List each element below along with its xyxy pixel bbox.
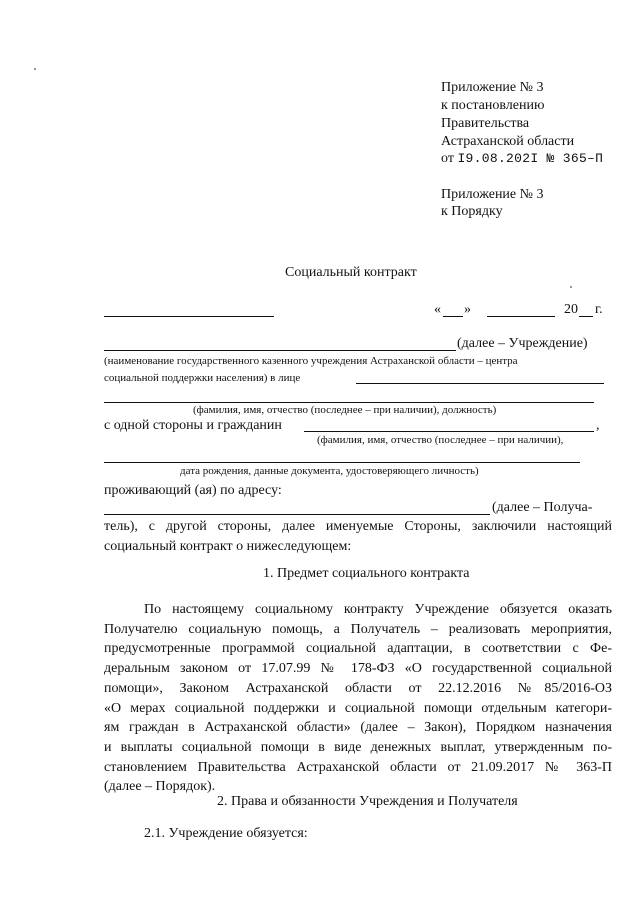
institution-hint-1: (наименование государственного казенного учреждения Астраханской области – центра bbox=[104, 355, 518, 367]
year-suffix: г. bbox=[595, 302, 603, 317]
appendix-1-line5 bbox=[441, 150, 603, 167]
appendix-2-line2: к Порядку bbox=[441, 204, 503, 219]
scan-speck bbox=[34, 68, 36, 70]
address-blank bbox=[104, 514, 490, 515]
section-2-heading: 2. Права и обязанности Учреждения и Получателя bbox=[217, 794, 518, 809]
section-2-1-subheading: 2.1. Учреждение обязуется: bbox=[144, 826, 308, 841]
institution-suffix: (далее – Учреждение) bbox=[457, 336, 588, 351]
place-blank bbox=[104, 316, 274, 317]
recipient-suffix: (далее – Получа- bbox=[492, 500, 593, 515]
id-hint: дата рождения, данные документа, удостоверяющего личность) bbox=[180, 465, 479, 477]
appendix-1-line2: к постановлению bbox=[441, 98, 545, 113]
citizen-comma: , bbox=[596, 418, 600, 433]
citizen-hint: (фамилия, имя, отчество (последнее – при наличии), bbox=[317, 434, 564, 446]
appendix-1-line3: Правительства bbox=[441, 116, 530, 131]
section-1-line: и выплаты социальной помощи в виде денежных выплат, утвержденным по- bbox=[104, 739, 612, 755]
year-blank bbox=[579, 316, 593, 317]
official-blank-1 bbox=[356, 383, 604, 384]
parties-paragraph bbox=[104, 517, 612, 556]
date-prefix: от bbox=[441, 151, 454, 166]
day-blank bbox=[443, 316, 463, 317]
section-1-line: деральным законом от 17.07.99 № 178-ФЗ «О государственной социальной bbox=[104, 661, 612, 677]
appendix-2-line1: Приложение № 3 bbox=[441, 187, 544, 202]
citizen-blank bbox=[304, 431, 594, 432]
id-blank bbox=[104, 462, 580, 463]
date-close-quote: » bbox=[464, 302, 471, 317]
appendix-1-line1: Приложение № 3 bbox=[441, 80, 544, 95]
official-blank-2 bbox=[104, 402, 594, 403]
scan-speck bbox=[570, 286, 572, 288]
section-1-line: По настоящему социальному контракту Учреждение обязуется оказать bbox=[144, 602, 612, 617]
section-1-paragraph bbox=[104, 600, 612, 797]
parties-line-2: социальный контракт о нижеследующем: bbox=[104, 538, 352, 554]
document-title: Социальный контракт bbox=[285, 265, 417, 280]
citizen-label: с одной стороны и гражданин bbox=[104, 418, 282, 433]
address-label: проживающий (ая) по адресу: bbox=[104, 483, 282, 498]
year-prefix: 20 bbox=[564, 302, 578, 317]
appendix-1-line4: Астраханской области bbox=[441, 134, 575, 149]
section-1-line: помощи», Законом Астраханской области от 22.12.2016 №85/2016-ОЗ bbox=[104, 680, 612, 696]
institution-blank bbox=[104, 350, 456, 351]
institution-hint-2: социальной поддержки населения) в лице bbox=[104, 372, 301, 384]
section-1-line: становлением Правительства Астраханской области от 21.09.2017 № 363-П bbox=[104, 759, 612, 775]
month-blank bbox=[487, 316, 555, 317]
section-1-line: (далее – Порядок). bbox=[104, 779, 216, 795]
section-1-heading: 1. Предмет социального контракта bbox=[263, 566, 470, 581]
official-hint: (фамилия, имя, отчество (последнее – при наличии), должность) bbox=[193, 404, 497, 416]
section-1-line: Получателю социальную помощь, а Получатель – реализовать мероприятия, bbox=[104, 621, 612, 637]
date-open-quote: « bbox=[434, 302, 441, 317]
section-1-line: ям граждан в Астраханской области» (далее – Закон), Порядком назначения bbox=[104, 720, 612, 736]
section-1-line: «О мерах социальной поддержки и социальной помощи отдельным категори- bbox=[104, 700, 612, 716]
section-1-line: предусмотренные программой социальной адаптации, в соответствии с Фе- bbox=[104, 641, 612, 657]
parties-line-1: тель), с другой стороны, далее именуемые Стороны, заключили настоящий bbox=[104, 519, 612, 534]
decree-date-stamp: I9.08.202I № 365–П bbox=[457, 151, 604, 166]
